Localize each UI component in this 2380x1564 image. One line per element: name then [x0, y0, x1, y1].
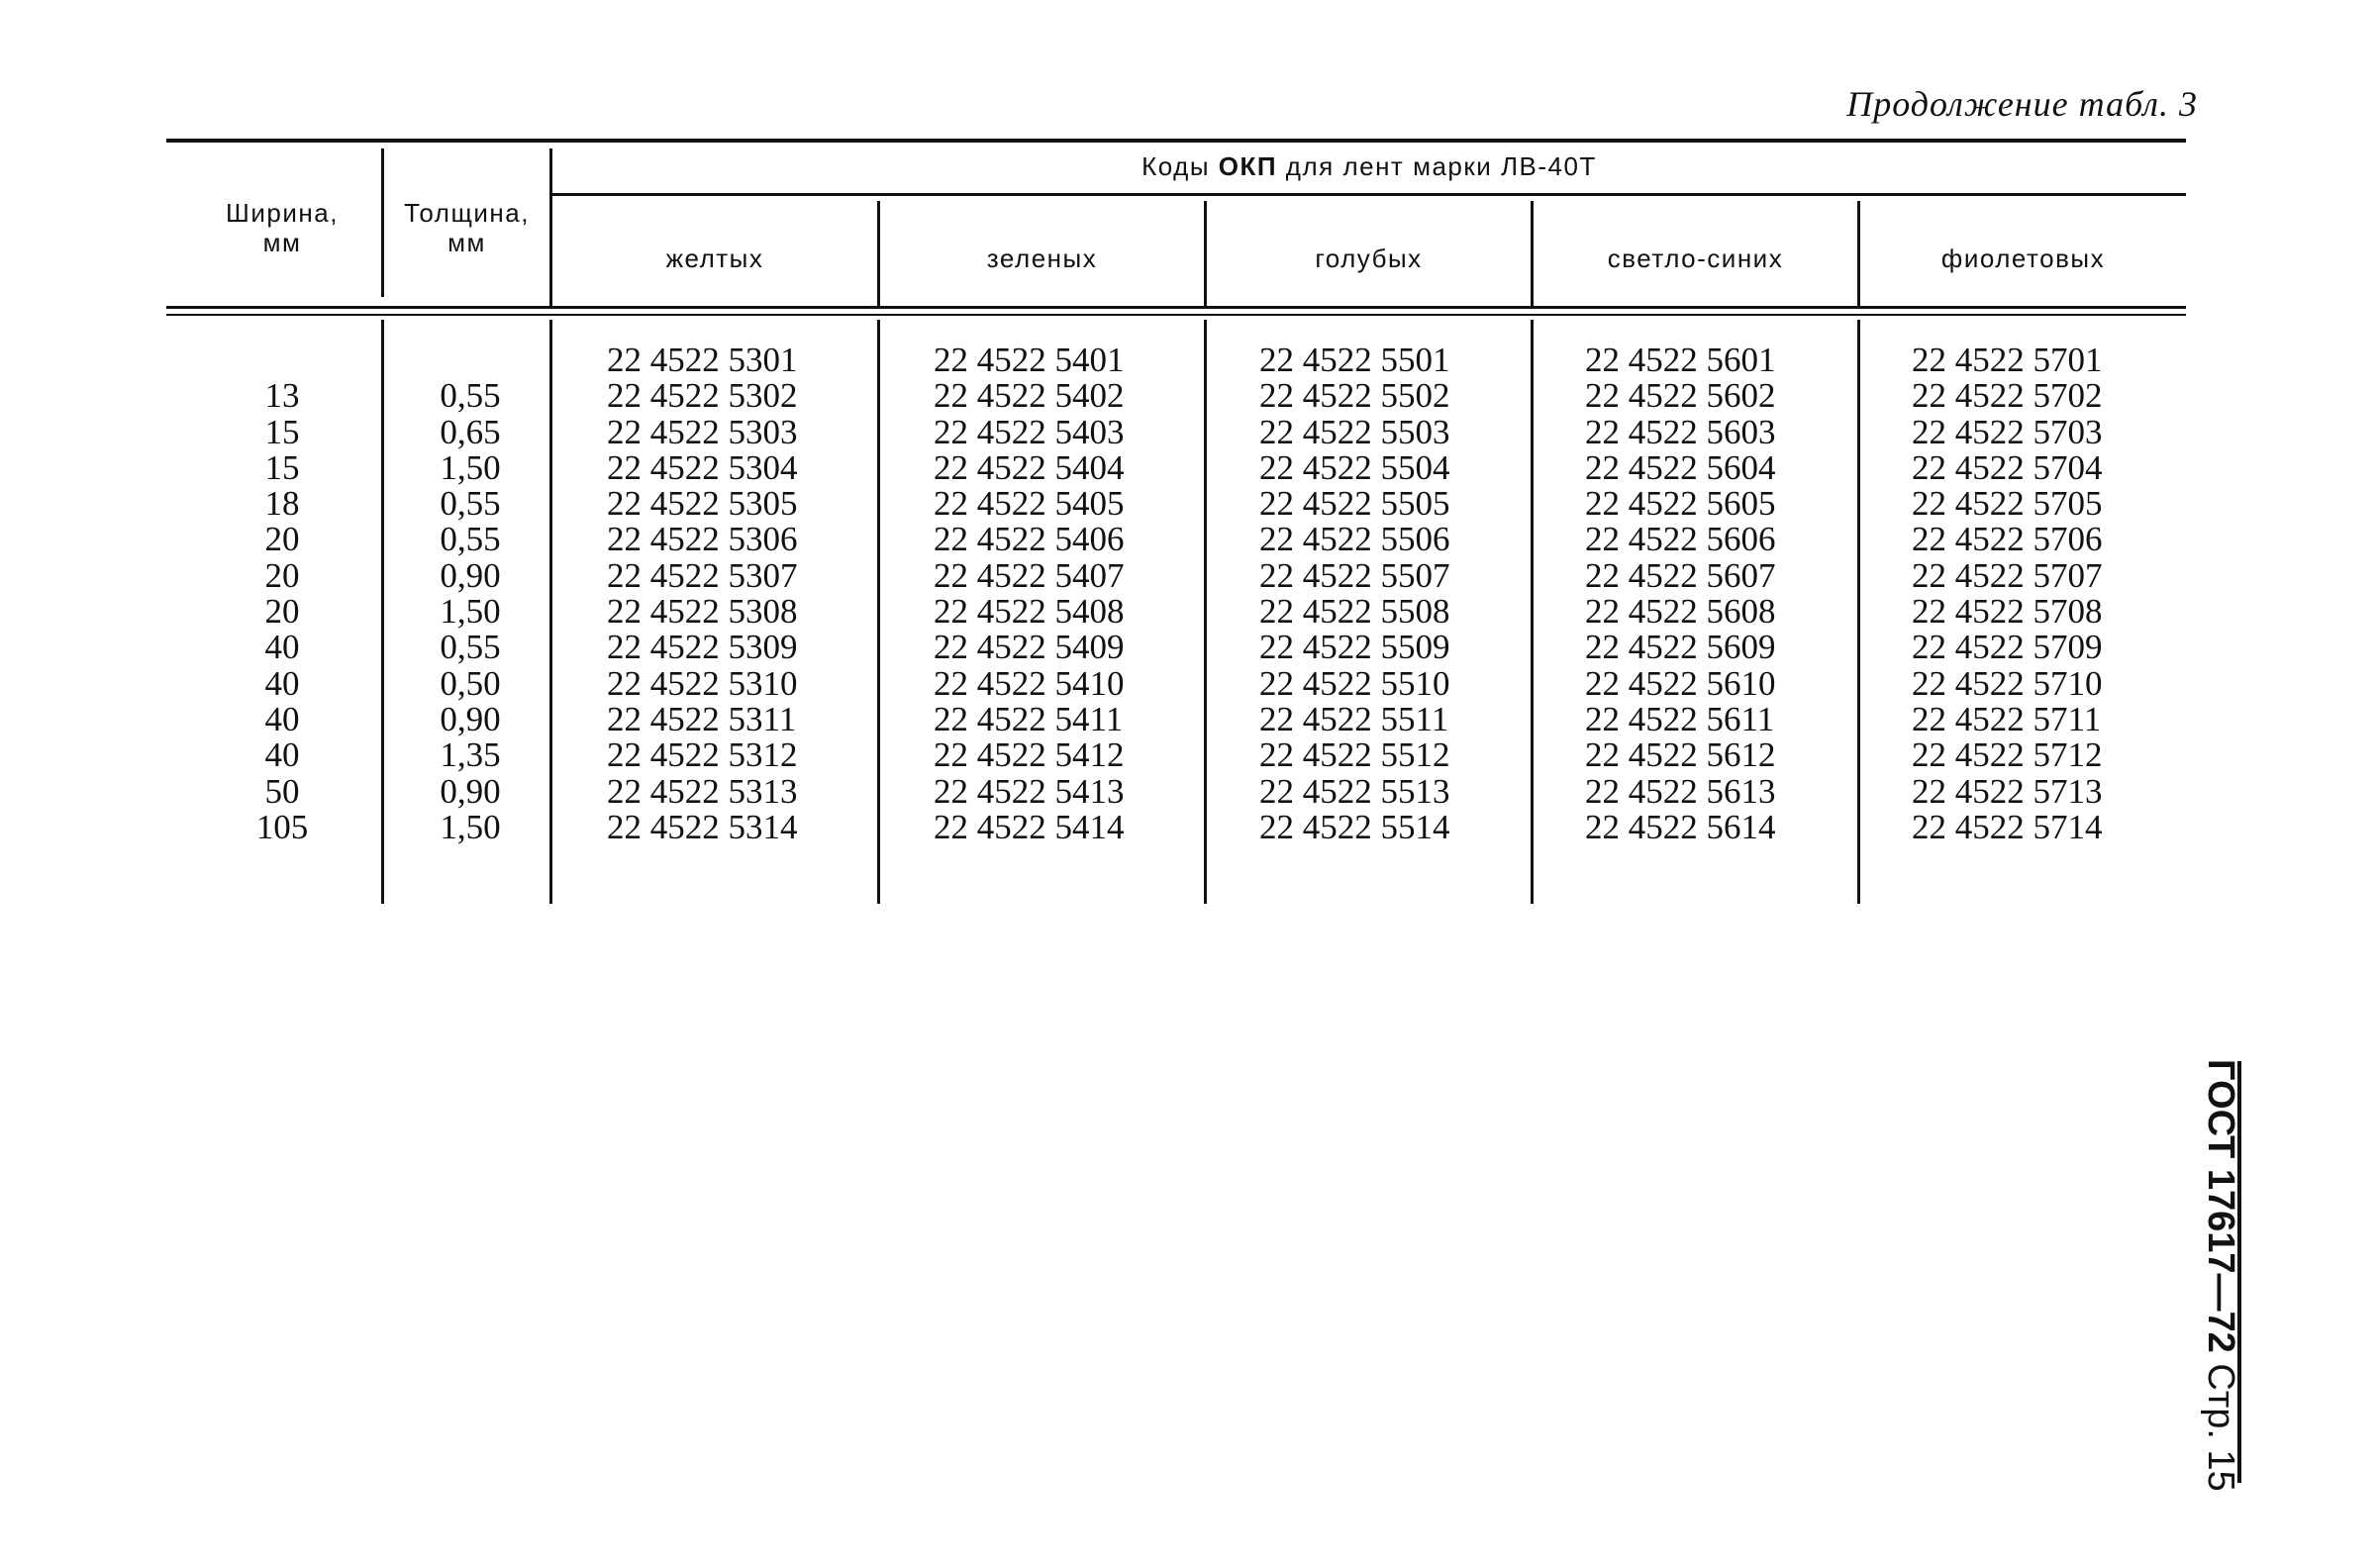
header-bottom-rule-1 [166, 306, 2186, 309]
code-cell: 22 4522 5406 [934, 520, 1125, 559]
code-cell: 22 4522 5703 [1912, 412, 2103, 451]
code-cell: 22 4522 5303 [607, 412, 798, 451]
code-cell: 22 4522 5412 [934, 735, 1125, 775]
code-cell: 22 4522 5311 [607, 699, 797, 738]
code-cell: 22 4522 5402 [934, 376, 1125, 416]
code-cell: 22 4522 5301 [607, 341, 798, 379]
width-cell: 20 [264, 555, 300, 595]
header-violet: фиолетовых [1940, 244, 2106, 273]
code-cell: 22 4522 5603 [1585, 412, 1776, 451]
code-cell: 22 4522 5307 [607, 555, 798, 595]
width-cell: 40 [264, 628, 300, 667]
table-caption: Продолжение табл. 3 [1846, 84, 2198, 124]
code-cell: 22 4522 5607 [1585, 555, 1776, 595]
code-cell: 22 4522 5310 [607, 663, 798, 703]
code-cell: 22 4522 5604 [1585, 447, 1776, 487]
width-cell: 40 [264, 663, 300, 703]
header-yellow: желтых [665, 244, 764, 273]
thickness-cell: 1,50 [440, 807, 501, 846]
code-cell: 22 4522 5610 [1585, 663, 1776, 703]
code-cell: 22 4522 5512 [1259, 735, 1450, 775]
code-cell: 22 4522 5608 [1585, 592, 1776, 632]
thickness-cell: 1,35 [440, 735, 501, 775]
code-cell: 22 4522 5501 [1259, 341, 1450, 379]
green-codes-column [934, 342, 1125, 845]
code-cell: 22 4522 5605 [1585, 484, 1776, 524]
code-cell: 22 4522 5504 [1259, 447, 1450, 487]
code-cell: 22 4522 5411 [934, 699, 1124, 738]
code-cell: 22 4522 5505 [1259, 484, 1450, 524]
side-label [2196, 1059, 2245, 1495]
thickness-cell: 0,50 [440, 663, 501, 703]
light-dark-blue-codes-column [1585, 342, 1776, 845]
width-cell: 20 [264, 520, 300, 559]
body-divider-green-lightblue [1204, 320, 1207, 904]
code-cell: 22 4522 5711 [1912, 699, 2102, 738]
header-green: зеленых [986, 244, 1098, 273]
code-cell: 22 4522 5506 [1259, 520, 1450, 559]
code-cell: 22 4522 5503 [1259, 412, 1450, 451]
header-width [188, 198, 376, 257]
thickness-cell: 0,90 [440, 771, 501, 811]
code-cell: 22 4522 5710 [1912, 663, 2103, 703]
code-cell: 22 4522 5414 [934, 807, 1125, 846]
header-bottom-rule-2 [166, 314, 2186, 316]
code-cell: 22 4522 5306 [607, 520, 798, 559]
code-cell: 22 4522 5513 [1259, 771, 1450, 811]
side-label-standard: ГОСТ 17617—72 [2200, 1059, 2241, 1353]
header-width-label: Ширина, [226, 198, 339, 228]
code-cell: 22 4522 5304 [607, 447, 798, 487]
body-divider-lightblue-lightdarkblue [1531, 320, 1534, 904]
body-divider-yellow-green [877, 320, 880, 904]
header-width-unit: мм [262, 228, 302, 257]
violet-codes-column [1912, 342, 2103, 845]
thickness-cell [406, 342, 535, 378]
body-divider-lightdarkblue-violet [1857, 320, 1860, 904]
code-cell: 22 4522 5706 [1912, 520, 2103, 559]
header-codes-group [552, 151, 2186, 181]
width-cell: 20 [264, 592, 300, 632]
code-cell: 22 4522 5509 [1259, 628, 1450, 667]
code-cell: 22 4522 5613 [1585, 771, 1776, 811]
side-label-page: Стр. 15 [2200, 1363, 2241, 1492]
code-cell: 22 4522 5510 [1259, 663, 1450, 703]
group-header-rule [549, 193, 2186, 196]
thickness-cell: 0,55 [440, 520, 501, 559]
header-codes-okp: ОКП [1218, 151, 1278, 181]
code-cell: 22 4522 5409 [934, 628, 1125, 667]
header-codes-suffix: для лент марки ЛВ-40Т [1285, 151, 1597, 181]
code-cell: 22 4522 5413 [934, 771, 1125, 811]
code-cell: 22 4522 5708 [1912, 592, 2103, 632]
code-cell: 22 4522 5305 [607, 484, 798, 524]
top-rule [166, 139, 2186, 143]
width-cell: 40 [264, 735, 300, 775]
code-cell: 22 4522 5313 [607, 771, 798, 811]
code-cell: 22 4522 5701 [1912, 341, 2103, 379]
code-cell: 22 4522 5704 [1912, 447, 2103, 487]
body-divider-thickness-codes [549, 320, 552, 904]
header-thickness-unit: мм [447, 228, 486, 257]
header-thickness-label: Толщина, [404, 198, 530, 228]
code-cell: 22 4522 5502 [1259, 376, 1450, 416]
thickness-cell: 0,55 [440, 484, 501, 524]
code-cell: 22 4522 5612 [1585, 735, 1776, 775]
code-cell: 22 4522 5404 [934, 447, 1125, 487]
code-cell: 22 4522 5508 [1259, 592, 1450, 632]
code-cell: 22 4522 5403 [934, 412, 1125, 451]
code-cell: 22 4522 5707 [1912, 555, 2103, 595]
body-divider-width-thickness [381, 320, 384, 904]
thickness-column [406, 342, 535, 845]
width-cell: 50 [264, 771, 300, 811]
code-cell: 22 4522 5601 [1585, 341, 1776, 379]
code-cell: 22 4522 5614 [1585, 807, 1776, 846]
code-cell: 22 4522 5401 [934, 341, 1125, 379]
code-cell: 22 4522 5606 [1585, 520, 1776, 559]
width-cell: 13 [264, 376, 300, 416]
yellow-codes-column [607, 342, 798, 845]
header-codes-prefix: Коды [1141, 151, 1211, 181]
header-light-dark-blue: светло-синих [1607, 244, 1784, 273]
code-cell: 22 4522 5308 [607, 592, 798, 632]
code-cell: 22 4522 5514 [1259, 807, 1450, 846]
light-blue-codes-column [1259, 342, 1450, 845]
code-cell: 22 4522 5602 [1585, 376, 1776, 416]
thickness-cell: 0,90 [440, 699, 501, 738]
width-cell [228, 342, 337, 378]
header-light-blue: голубых [1315, 244, 1423, 273]
width-cell: 40 [264, 699, 300, 738]
width-cell: 18 [264, 484, 300, 524]
thickness-cell: 1,50 [440, 592, 501, 632]
width-cell: 15 [264, 412, 300, 451]
code-cell: 22 4522 5302 [607, 376, 798, 416]
width-cell: 105 [255, 807, 309, 846]
thickness-cell: 0,90 [440, 555, 501, 595]
thickness-cell: 0,65 [440, 412, 501, 451]
code-cell: 22 4522 5712 [1912, 735, 2103, 775]
thickness-cell: 1,50 [440, 447, 501, 487]
code-cell: 22 4522 5714 [1912, 807, 2103, 846]
code-cell: 22 4522 5314 [607, 807, 798, 846]
code-cell: 22 4522 5709 [1912, 628, 2103, 667]
width-cell: 15 [264, 447, 300, 487]
code-cell: 22 4522 5713 [1912, 771, 2103, 811]
header-thickness [384, 198, 549, 257]
code-cell: 22 4522 5410 [934, 663, 1125, 703]
code-cell: 22 4522 5309 [607, 628, 798, 667]
code-cell: 22 4522 5609 [1585, 628, 1776, 667]
code-cell: 22 4522 5702 [1912, 376, 2103, 416]
code-cell: 22 4522 5405 [934, 484, 1125, 524]
code-cell: 22 4522 5511 [1259, 699, 1449, 738]
code-cell: 22 4522 5408 [934, 592, 1125, 632]
code-cell: 22 4522 5507 [1259, 555, 1450, 595]
code-cell: 22 4522 5407 [934, 555, 1125, 595]
code-cell: 22 4522 5705 [1912, 484, 2103, 524]
width-column [228, 342, 337, 845]
thickness-cell: 0,55 [440, 376, 501, 416]
code-cell: 22 4522 5312 [607, 735, 798, 775]
thickness-cell: 0,55 [440, 628, 501, 667]
code-cell: 22 4522 5611 [1585, 699, 1775, 738]
